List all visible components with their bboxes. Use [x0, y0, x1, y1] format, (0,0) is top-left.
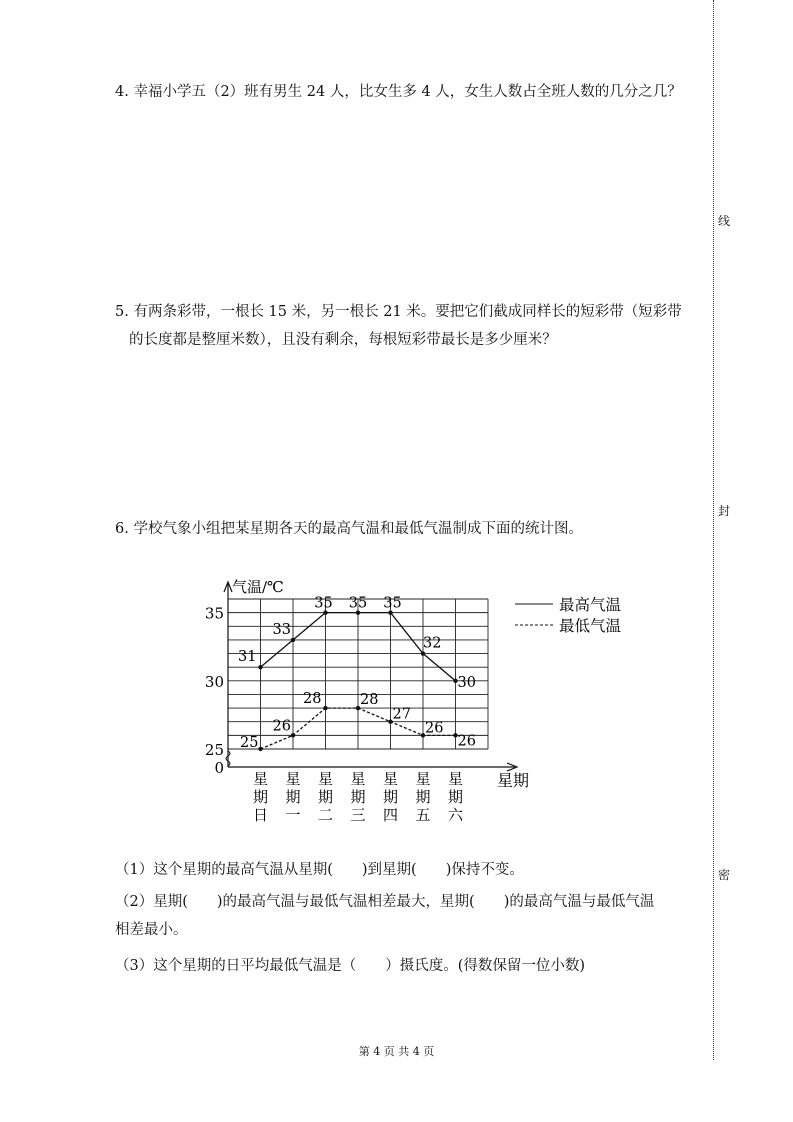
subquestion-3: （3）这个星期的日平均最低气温是（ ）摄氏度。(得数保留一位小数): [115, 958, 586, 974]
subquestion-1: （1）这个星期的最高气温从星期( )到星期( )保持不变。: [115, 862, 524, 878]
data-label: 35: [348, 595, 368, 612]
x-category-label: 一: [285, 806, 301, 824]
data-label: 26: [425, 720, 444, 737]
data-point: [258, 665, 262, 669]
x-category-label: 星: [252, 770, 269, 788]
x-category-label: 星: [415, 770, 431, 788]
legend-label: 最高气温: [559, 596, 622, 614]
data-label: 26: [272, 718, 291, 735]
data-label: 31: [238, 649, 257, 666]
x-category-label: 期: [285, 788, 301, 806]
x-category-label: 星: [317, 770, 334, 788]
data-point: [323, 706, 327, 710]
x-category-label: 六: [447, 806, 464, 824]
data-point: [258, 747, 262, 751]
x-category-label: 期: [447, 788, 464, 806]
x-category-label: 四: [382, 806, 399, 824]
y-axis-title: 气温/℃: [232, 578, 284, 596]
binding-char-mi: 密: [718, 868, 731, 882]
data-label: 25: [240, 735, 259, 751]
x-category-label: 星: [285, 770, 301, 788]
data-label: 28: [303, 691, 322, 708]
y-tick-label: 30: [204, 672, 224, 691]
x-category-label: 期: [317, 788, 334, 806]
x-category-label: 日: [252, 806, 269, 824]
data-point: [421, 651, 425, 655]
x-category-label: 三: [350, 806, 366, 824]
question-4: 4. 幸福小学五（2）班有男生 24 人，比女生多 4 人，女生人数占全班人数的几分之几？: [115, 84, 682, 100]
page-footer: 第 4 页 共 4 页: [358, 1045, 435, 1058]
x-category-label: 期: [382, 788, 399, 806]
y-tick-label: 35: [204, 604, 224, 623]
subquestion-2-line1: （2）星期( )的最高气温与最低气温相差最大，星期( )的最高气温与最低气温: [115, 894, 655, 910]
data-label: 30: [457, 674, 476, 691]
data-label: 35: [383, 595, 402, 612]
chart-legend: [515, 595, 622, 635]
binding-dotted-line: [713, 0, 714, 1060]
x-axis-title: 星期: [497, 771, 530, 790]
x-category-label: 星: [350, 770, 366, 788]
subquestion-2-line2: 相差最小。: [115, 922, 188, 938]
x-category-label: 期: [415, 788, 431, 806]
data-label: 27: [392, 706, 411, 723]
question-5-line2: 的长度都是整厘米数），且没有剩余，每根短彩带最长是多少厘米？: [129, 332, 557, 348]
data-label: 28: [360, 692, 379, 709]
x-category-label: 星: [382, 770, 399, 788]
data-point: [291, 638, 295, 642]
binding-char-feng: 封: [718, 504, 731, 518]
legend-label: 最低气温: [559, 617, 622, 635]
chart-grid: [228, 599, 488, 749]
x-category-label: 五: [415, 806, 431, 824]
x-category-label: 二: [317, 806, 334, 824]
binding-char-xian: 线: [718, 214, 731, 228]
data-label: 26: [457, 733, 476, 750]
x-category-label: 期: [350, 788, 366, 806]
data-label: 33: [272, 621, 291, 638]
data-label: 32: [423, 635, 442, 652]
question-6: 6. 学校气象小组把某星期各天的最高气温和最低气温制成下面的统计图。: [115, 521, 583, 537]
x-category-label: 星: [447, 770, 464, 788]
data-label: 35: [314, 595, 333, 612]
subquestion-2: [115, 888, 720, 944]
data-point: [291, 733, 295, 737]
x-category-label: 期: [252, 788, 269, 806]
question-5-line1: 5. 有两条彩带，一根长 15 米，另一根长 21 米。要把它们截成同样长的短彩带（短彩带: [115, 304, 682, 320]
y-tick-label: 25: [204, 741, 224, 759]
chart-labels: [205, 578, 529, 824]
y-tick-label: 0: [214, 759, 224, 777]
